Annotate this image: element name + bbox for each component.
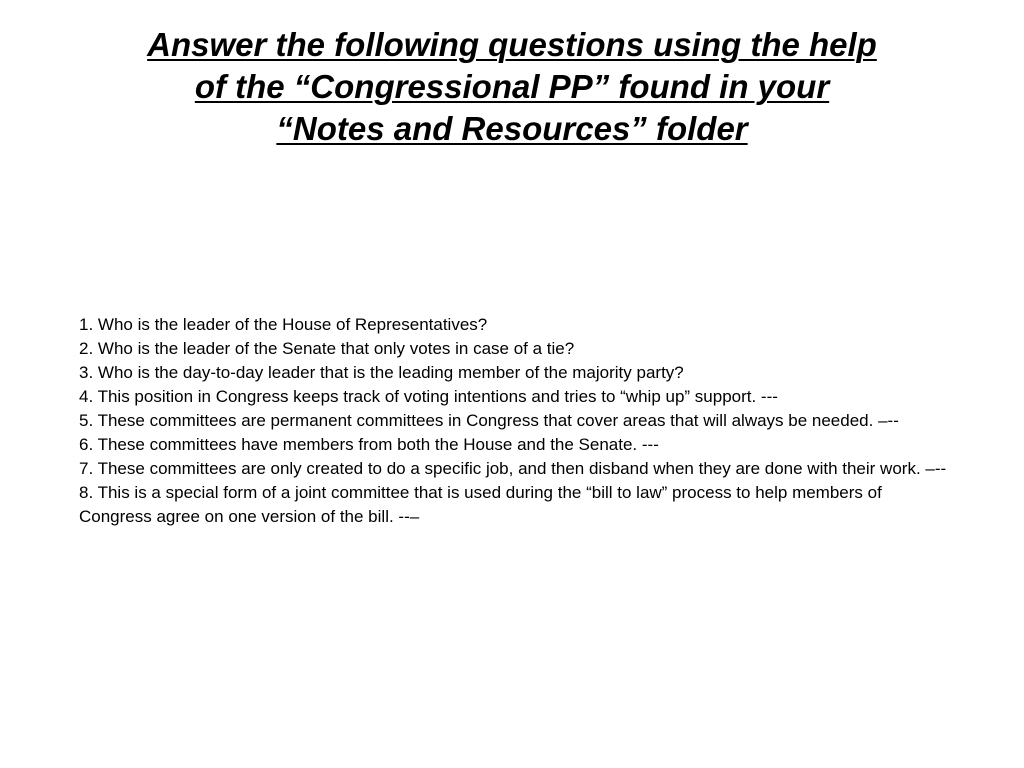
question-list: [79, 313, 959, 529]
title-line-3: “Notes and Resources” folder: [276, 110, 748, 147]
title-line-1: Answer the following questions using the help: [147, 26, 877, 63]
slide-title: [60, 24, 964, 150]
question-item: 6. These committees have members from both the House and the Senate. ---: [79, 435, 659, 454]
title-line-2: of the “Congressional PP” found in your: [194, 68, 830, 105]
question-item: 5. These committees are permanent committees in Congress that cover areas that will always be needed. –--: [79, 411, 899, 430]
question-item: 1. Who is the leader of the House of Representatives?: [79, 315, 488, 334]
question-item: 8. This is a special form of a joint committee that is used during the “bill to law” process to help members of Congress agree on one version of the bill. --–: [79, 483, 882, 526]
question-item: 3. Who is the day-to-day leader that is the leading member of the majority party?: [79, 363, 684, 382]
question-item: 4. This position in Congress keeps track of voting intentions and tries to “whip up” support. ---: [79, 387, 778, 406]
question-item: 2. Who is the leader of the Senate that only votes in case of a tie?: [79, 339, 575, 358]
question-item: 7. These committees are only created to do a specific job, and then disband when they are done with their work. –--: [79, 459, 947, 478]
